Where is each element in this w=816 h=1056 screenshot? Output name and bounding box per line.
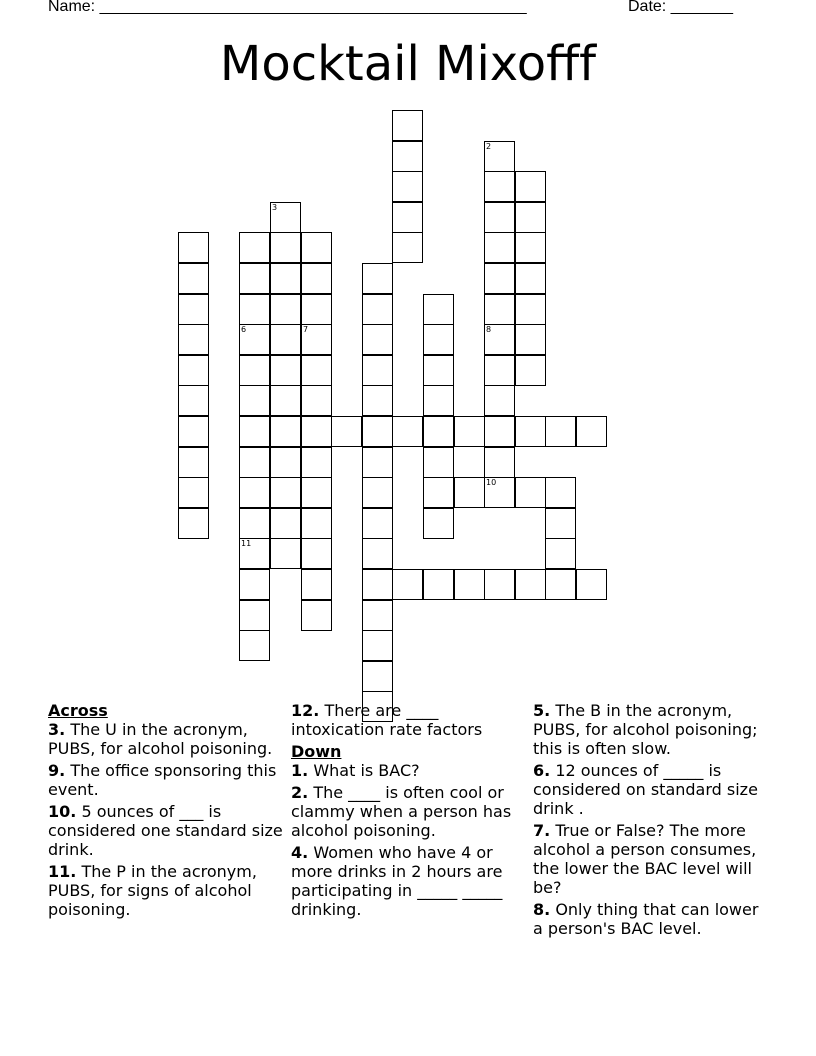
grid-cell[interactable] (392, 141, 423, 172)
grid-cell[interactable] (301, 385, 332, 416)
clue-number-label: 8 (486, 325, 492, 334)
grid-cell[interactable] (423, 477, 454, 508)
grid-cell[interactable] (484, 447, 515, 478)
grid-cell[interactable] (362, 630, 393, 661)
grid-cell[interactable] (515, 202, 546, 233)
grid-cell[interactable] (392, 569, 423, 600)
grid-cell[interactable] (545, 416, 576, 447)
grid-cell[interactable] (515, 477, 546, 508)
grid-cell[interactable] (515, 569, 546, 600)
clue-number: 10. (48, 802, 77, 821)
grid-cell[interactable] (270, 385, 301, 416)
grid-cell[interactable] (270, 263, 301, 294)
grid-cell[interactable] (178, 324, 209, 355)
grid-cell[interactable] (239, 508, 270, 539)
grid-cell[interactable] (178, 447, 209, 478)
grid-cell[interactable] (484, 324, 515, 355)
grid-cell[interactable] (239, 232, 270, 263)
grid-cell[interactable] (270, 232, 301, 263)
grid-cell[interactable] (239, 447, 270, 478)
clue-text: Only thing that can lower a person's BAC level. (533, 900, 759, 938)
grid-cell[interactable] (239, 355, 270, 386)
grid-cell[interactable] (301, 477, 332, 508)
grid-cell[interactable] (239, 324, 270, 355)
clue-number: 4. (291, 843, 309, 862)
grid-cell[interactable] (484, 263, 515, 294)
clue-text: The office sponsoring this event. (48, 761, 277, 799)
grid-cell[interactable] (423, 355, 454, 386)
grid-cell[interactable] (239, 630, 270, 661)
grid-cell[interactable] (178, 355, 209, 386)
grid-cell[interactable] (270, 508, 301, 539)
clue-text: 5 ounces of ___ is considered one standard size drink. (48, 802, 283, 859)
clue-number: 3. (48, 720, 66, 739)
clue-text: What is BAC? (313, 761, 420, 780)
clue-number-label: 11 (241, 539, 252, 548)
grid-cell[interactable] (362, 569, 393, 600)
grid-cell[interactable] (545, 508, 576, 539)
grid-cell[interactable] (515, 171, 546, 202)
grid-cell[interactable] (392, 416, 423, 447)
grid-cell[interactable] (454, 477, 485, 508)
grid-cell[interactable] (270, 538, 301, 569)
grid-cell[interactable] (239, 416, 270, 447)
grid-cell[interactable] (239, 477, 270, 508)
grid-cell[interactable] (362, 385, 393, 416)
grid-cell[interactable] (301, 538, 332, 569)
clue-across-3 (48, 720, 284, 758)
grid-cell[interactable] (423, 569, 454, 600)
clue-number-label: 3 (272, 203, 278, 212)
grid-cell[interactable] (515, 263, 546, 294)
grid-cell[interactable] (423, 385, 454, 416)
grid-cell[interactable] (301, 600, 332, 631)
clue-across-11 (48, 862, 284, 919)
grid-cell[interactable] (301, 324, 332, 355)
clue-number-label: 7 (303, 325, 309, 334)
grid-cell[interactable] (270, 324, 301, 355)
grid-cell[interactable] (484, 232, 515, 263)
grid-cell[interactable] (545, 538, 576, 569)
grid-cell[interactable] (515, 324, 546, 355)
grid-cell[interactable] (423, 324, 454, 355)
page-title: Mocktail Mixofff (219, 36, 597, 92)
grid-cell[interactable] (362, 447, 393, 478)
clue-number: 1. (291, 761, 309, 780)
grid-cell[interactable] (270, 202, 301, 233)
grid-cell[interactable] (454, 569, 485, 600)
grid-cell[interactable] (178, 416, 209, 447)
clue-down-6 (533, 761, 771, 818)
grid-cell[interactable] (576, 569, 607, 600)
grid-cell[interactable] (270, 447, 301, 478)
grid-cell[interactable] (576, 416, 607, 447)
grid-cell[interactable] (178, 385, 209, 416)
grid-cell[interactable] (392, 110, 423, 141)
grid-cell[interactable] (392, 171, 423, 202)
clue-text: Women who have 4 or more drinks in 2 hours are participating in _____ _____ drinking. (291, 843, 503, 919)
grid-cell[interactable] (423, 294, 454, 325)
grid-cell[interactable] (301, 294, 332, 325)
grid-cell[interactable] (178, 508, 209, 539)
grid-cell[interactable] (178, 477, 209, 508)
clue-text: The B in the acronym, PUBS, for alcohol poisoning; this is often slow. (533, 701, 758, 758)
grid-cell[interactable] (484, 416, 515, 447)
grid-cell[interactable] (270, 416, 301, 447)
grid-cell[interactable] (301, 232, 332, 263)
grid-cell[interactable] (484, 294, 515, 325)
grid-cell[interactable] (301, 447, 332, 478)
grid-cell[interactable] (362, 477, 393, 508)
grid-cell[interactable] (239, 538, 270, 569)
clue-text: True or False? The more alcohol a person consumes, the lower the BAC level will be? (533, 821, 757, 897)
clue-down-2 (291, 783, 523, 840)
grid-cell[interactable] (362, 355, 393, 386)
grid-cell[interactable] (178, 232, 209, 263)
grid-cell[interactable] (423, 416, 454, 447)
grid-cell[interactable] (301, 355, 332, 386)
clue-text: The ____ is often cool or clammy when a person has alcohol poisoning. (291, 783, 512, 840)
clue-number: 12. (291, 701, 320, 720)
grid-cell[interactable] (392, 232, 423, 263)
grid-cell[interactable] (515, 294, 546, 325)
clue-across-12 (291, 701, 523, 739)
grid-cell[interactable] (270, 477, 301, 508)
grid-cell[interactable] (362, 661, 393, 692)
clue-number: 9. (48, 761, 66, 780)
down-heading: Down (291, 742, 342, 761)
clue-number: 8. (533, 900, 551, 919)
clue-down-4 (291, 843, 523, 919)
grid-cell[interactable] (178, 263, 209, 294)
grid-cell[interactable] (484, 141, 515, 172)
grid-cell[interactable] (362, 294, 393, 325)
grid-cell[interactable] (454, 416, 485, 447)
clue-text: The U in the acronym, PUBS, for alcohol poisoning. (48, 720, 273, 758)
grid-cell[interactable] (484, 385, 515, 416)
clue-number-label: 6 (241, 325, 247, 334)
grid-cell[interactable] (270, 355, 301, 386)
grid-cell[interactable] (515, 232, 546, 263)
grid-cell[interactable] (301, 263, 332, 294)
clue-number-label: 10 (486, 478, 497, 487)
clues-column-3 (533, 701, 771, 941)
grid-cell[interactable] (484, 202, 515, 233)
clue-number: 2. (291, 783, 309, 802)
grid-cell[interactable] (301, 508, 332, 539)
clues-column-1 (48, 701, 284, 922)
clue-text: The P in the acronym, PUBS, for signs of alcohol poisoning. (48, 862, 257, 919)
grid-cell[interactable] (423, 508, 454, 539)
grid-cell[interactable] (515, 416, 546, 447)
grid-cell[interactable] (362, 508, 393, 539)
grid-cell[interactable] (545, 569, 576, 600)
grid-cell[interactable] (331, 416, 362, 447)
grid-cell[interactable] (362, 538, 393, 569)
grid-cell[interactable] (301, 416, 332, 447)
grid-cell[interactable] (484, 477, 515, 508)
clue-down-1 (291, 761, 523, 780)
clue-down-8 (533, 900, 771, 938)
clue-text: There are ____ intoxication rate factors (291, 701, 483, 739)
grid-cell[interactable] (484, 171, 515, 202)
grid-cell[interactable] (515, 355, 546, 386)
clue-across-9 (48, 761, 284, 799)
grid-cell[interactable] (362, 263, 393, 294)
grid-cell[interactable] (178, 294, 209, 325)
grid-cell[interactable] (484, 569, 515, 600)
grid-cell[interactable] (239, 569, 270, 600)
grid-cell[interactable] (423, 447, 454, 478)
across-heading: Across (48, 701, 108, 720)
grid-cell[interactable] (362, 600, 393, 631)
clue-number: 5. (533, 701, 551, 720)
clue-down-7 (533, 821, 771, 897)
grid-cell[interactable] (362, 324, 393, 355)
clue-down-5 (533, 701, 771, 758)
clue-number: 11. (48, 862, 77, 881)
grid-cell[interactable] (239, 600, 270, 631)
grid-cell[interactable] (301, 569, 332, 600)
clue-across-10 (48, 802, 284, 859)
clues-column-2 (291, 701, 523, 922)
grid-cell[interactable] (239, 294, 270, 325)
grid-cell[interactable] (239, 263, 270, 294)
grid-cell[interactable] (239, 385, 270, 416)
clue-number: 7. (533, 821, 551, 840)
grid-cell[interactable] (270, 294, 301, 325)
clue-text: 12 ounces of _____ is considered on standard size drink . (533, 761, 758, 818)
grid-cell[interactable] (484, 355, 515, 386)
clue-number: 6. (533, 761, 551, 780)
grid-cell[interactable] (392, 202, 423, 233)
grid-cell[interactable] (362, 416, 393, 447)
grid-cell[interactable] (545, 477, 576, 508)
clue-number-label: 2 (486, 142, 492, 151)
name-field[interactable]: Name: ________________________________________________ (48, 0, 527, 15)
date-field[interactable]: Date: _______ (628, 0, 733, 15)
